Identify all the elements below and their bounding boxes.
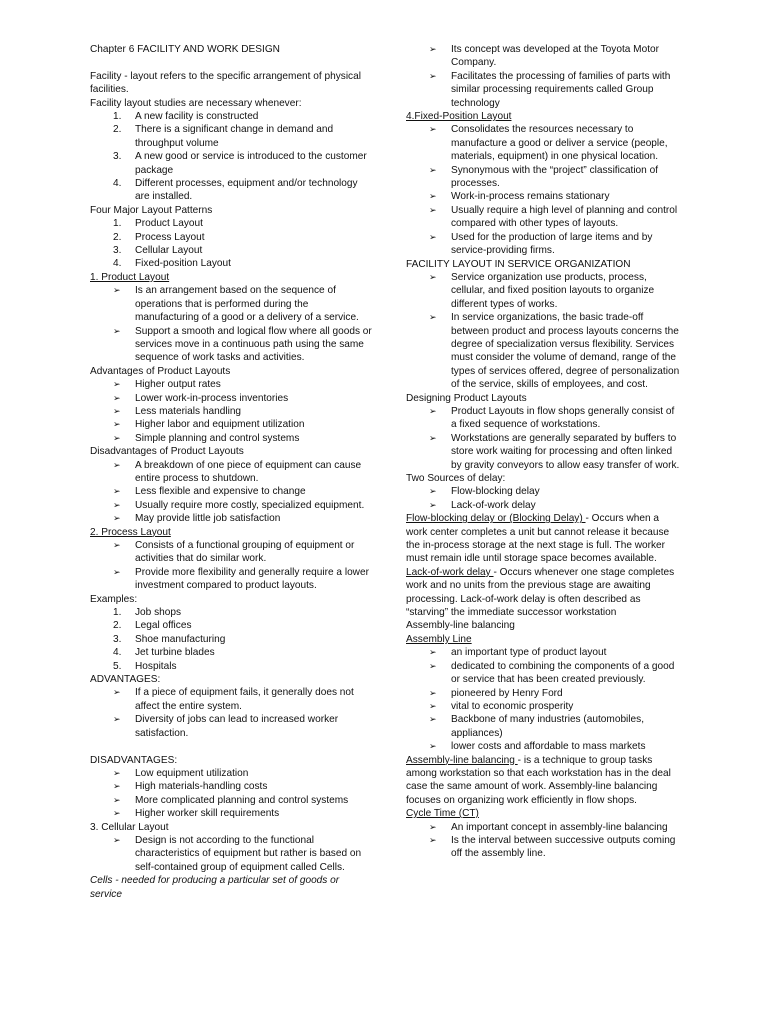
numbered-item: [90, 257, 372, 270]
bullet-item: [90, 512, 372, 525]
item-text: Consolidates the resources necessary to manufacture a good or deliver a service (people, materials, equipment) in one physical location.: [451, 124, 668, 163]
item-text: dedicated to combining the components of a good or service that has been created previously.: [451, 660, 675, 686]
arrow-bullet-icon: ➢: [113, 687, 121, 698]
item-text: Higher worker skill requirements: [135, 808, 280, 820]
arrow-bullet-icon: ➢: [429, 687, 437, 698]
numbered-item: [90, 606, 372, 619]
right-column: [406, 43, 682, 861]
paragraph: Four Major Layout Patterns: [90, 204, 213, 216]
item-text: A breakdown of one piece of equipment can cause entire process to shutdown.: [135, 459, 362, 484]
bullet-item: [90, 284, 372, 324]
bullet-item: [90, 834, 372, 874]
paragraph: FACILITY LAYOUT IN SERVICE ORGANIZATION: [406, 258, 631, 270]
item-text: Fixed-position Layout: [135, 258, 231, 270]
numbered-item: [90, 646, 372, 659]
arrow-bullet-icon: ➢: [429, 700, 437, 711]
numbered-item: [90, 619, 372, 632]
arrow-bullet-icon: ➢: [429, 204, 437, 215]
arrow-bullet-icon: ➢: [113, 392, 121, 403]
paragraph: Advantages of Product Layouts: [90, 365, 231, 377]
bullet-item: [406, 271, 682, 311]
bullet-item: [90, 794, 372, 807]
numbered-item: [90, 150, 372, 177]
item-text: Cellular Layout: [135, 245, 203, 257]
item-text: Usually require more costly, specialized equipment.: [135, 499, 365, 511]
arrow-bullet-icon: ➢: [113, 459, 121, 470]
bullet-item: [90, 780, 372, 793]
item-text: Workstations are generally separated by buffers to store work waiting for processing and often linked by gravity conveyors to allow easy transfer of work.: [451, 432, 680, 471]
paragraph: Facility layout studies are necessary whenever:: [90, 97, 302, 109]
arrow-bullet-icon: ➢: [429, 405, 437, 416]
paragraph: [406, 566, 682, 620]
paragraph: Cells - needed for producing a particular set of goods or service: [90, 875, 340, 900]
arrow-bullet-icon: ➢: [429, 821, 437, 832]
paragraph: Disadvantages of Product Layouts: [90, 446, 244, 458]
item-text: Service organization use products, process, cellular, and fixed position layouts to organize different types of works.: [451, 271, 655, 310]
item-text: A new facility is constructed: [135, 111, 259, 123]
paragraph: Chapter 6 FACILITY AND WORK DESIGN: [90, 44, 280, 55]
paragraph: [406, 754, 682, 808]
item-number: 3.: [113, 245, 122, 257]
arrow-bullet-icon: ➢: [429, 834, 437, 845]
item-text: Support a smooth and logical flow where all goods or services move in a continuous path using the same sequence of work tasks and activities.: [135, 325, 372, 364]
term-heading: Lack-of-work delay: [406, 566, 494, 578]
bullet-item: [406, 311, 682, 391]
arrow-bullet-icon: ➢: [113, 540, 121, 551]
item-number: 4.: [113, 258, 122, 270]
bullet-item: [406, 485, 682, 498]
item-text: vital to economic prosperity: [451, 700, 574, 712]
item-text: Hospitals: [135, 660, 177, 672]
arrow-bullet-icon: ➢: [113, 566, 121, 577]
bullet-item: [406, 70, 682, 110]
item-text: Usually require a high level of planning and control compared with other types of layouts.: [451, 204, 678, 230]
item-number: 2.: [113, 124, 122, 136]
numbered-item: [90, 110, 372, 123]
item-text: Different processes, equipment and/or technology are installed.: [135, 178, 358, 203]
item-number: 5.: [113, 660, 122, 672]
arrow-bullet-icon: ➢: [429, 312, 437, 323]
arrow-bullet-icon: ➢: [429, 647, 437, 658]
bullet-item: [406, 713, 682, 740]
paragraph: 4.Fixed-Position Layout: [406, 111, 512, 123]
paragraph: Assembly-line balancing: [406, 620, 515, 632]
arrow-bullet-icon: ➢: [113, 834, 121, 845]
bullet-item: [406, 700, 682, 713]
term-definition: - is a technique to group tasks among workstation so that each workstation has in the deal case the same amount of work. Assembly-line balancing focuses on organizing work efficiently in flow shops.: [406, 754, 671, 806]
arrow-bullet-icon: ➢: [429, 164, 437, 175]
bullet-item: [406, 687, 682, 700]
bullet-item: [406, 432, 682, 472]
bullet-item: [406, 646, 682, 659]
bullet-item: [406, 204, 682, 231]
item-text: Backbone of many industries (automobiles, appliances): [451, 714, 645, 739]
bullet-item: [90, 686, 372, 713]
item-text: Shoe manufacturing: [135, 633, 226, 645]
arrow-bullet-icon: ➢: [429, 741, 437, 752]
bullet-item: [406, 499, 682, 512]
bullet-item: [406, 405, 682, 432]
bullet-item: [90, 767, 372, 780]
bullet-item: [90, 325, 372, 365]
bullet-item: [406, 123, 682, 163]
item-text: Consists of a functional grouping of equipment or activities that do similar work.: [135, 540, 355, 565]
item-text: Is an arrangement based on the sequence of operations that is performed during the manufacturing of a good or a delivery of a service.: [135, 285, 359, 324]
item-text: An important concept in assembly-line balancing: [451, 821, 668, 833]
numbered-item: [90, 123, 372, 150]
item-number: 1.: [113, 218, 122, 230]
bullet-item: [406, 43, 682, 70]
arrow-bullet-icon: ➢: [429, 124, 437, 135]
item-text: In service organizations, the basic trade-off between product and process layouts concerns the degree of specialization versus flexibility. Services must consider the volume of demand, range of the types of services offered, degree of personalization of the service, skills of employees, and cost.: [451, 312, 680, 391]
paragraph: ADVANTAGES:: [90, 674, 161, 686]
arrow-bullet-icon: ➢: [429, 499, 437, 510]
item-text: Flow-blocking delay: [451, 486, 540, 498]
item-text: an important type of product layout: [451, 647, 607, 659]
item-text: Design is not according to the functional characteristics of equipment but rather is based on self-contained group of equipment called Cells.: [135, 834, 362, 873]
paragraph: 1. Product Layout: [90, 271, 170, 283]
item-text: If a piece of equipment fails, it generally does not affect the entire system.: [135, 687, 354, 712]
item-text: Its concept was developed at the Toyota Motor Company.: [451, 44, 659, 69]
bullet-item: [406, 740, 682, 753]
item-number: 3.: [113, 151, 122, 163]
item-number: 2.: [113, 231, 122, 243]
item-text: More complicated planning and control systems: [135, 794, 349, 806]
item-text: lower costs and affordable to mass markets: [451, 741, 646, 753]
bullet-item: [406, 821, 682, 834]
bullet-item: [90, 432, 372, 445]
bullet-item: [406, 231, 682, 258]
arrow-bullet-icon: ➢: [113, 486, 121, 497]
item-text: Is the interval between successive outputs coming off the assembly line.: [451, 834, 676, 860]
item-text: Higher labor and equipment utilization: [135, 419, 305, 431]
numbered-item: [90, 244, 372, 257]
item-text: There is a significant change in demand and throughput volume: [135, 124, 334, 149]
bullet-item: [90, 807, 372, 820]
bullet-item: [406, 660, 682, 687]
bullet-item: [90, 499, 372, 512]
term-definition: - Occurs whenever one stage completes work and no units from the previous stage are awaiting processing. Lack-of-work delay is often described as “starving” the immediate successor workstation: [406, 566, 675, 619]
left-column: [90, 43, 372, 901]
item-text: May provide little job satisfaction: [135, 513, 281, 525]
item-text: Less materials handling: [135, 405, 242, 417]
item-text: Product Layout: [135, 218, 203, 230]
arrow-bullet-icon: ➢: [113, 513, 121, 524]
blank-line: [90, 56, 372, 69]
item-text: Lower work-in-process inventories: [135, 392, 289, 404]
paragraph: Assembly Line: [406, 633, 472, 645]
paragraph: DISADVANTAGES:: [90, 754, 178, 766]
item-text: Provide more flexibility and generally require a lower investment compared to product layouts.: [135, 566, 369, 592]
bullet-item: [90, 713, 372, 740]
bullet-item: [90, 378, 372, 391]
arrow-bullet-icon: ➢: [113, 419, 121, 430]
item-number: 4.: [113, 647, 122, 659]
paragraph: Designing Product Layouts: [406, 392, 527, 404]
bullet-item: [90, 418, 372, 431]
paragraph: 2. Process Layout: [90, 526, 171, 538]
term-definition: - Occurs when a work center completes a unit but cannot release it because the in-process storage at the next stage is full. The worker must remain idle until storage space becomes available.: [406, 513, 670, 565]
item-text: Facilitates the processing of families of parts with similar processing requirements called Group technology: [451, 70, 671, 109]
item-text: Job shops: [135, 607, 182, 619]
bullet-item: [90, 566, 372, 593]
item-text: Process Layout: [135, 231, 205, 243]
arrow-bullet-icon: ➢: [429, 271, 437, 282]
arrow-bullet-icon: ➢: [113, 714, 121, 725]
arrow-bullet-icon: ➢: [113, 325, 121, 336]
arrow-bullet-icon: ➢: [429, 70, 437, 81]
item-text: High materials-handling costs: [135, 781, 268, 793]
arrow-bullet-icon: ➢: [429, 714, 437, 725]
arrow-bullet-icon: ➢: [429, 231, 437, 242]
numbered-item: [90, 177, 372, 204]
item-number: 4.: [113, 178, 122, 190]
term-heading: Flow-blocking delay or (Blocking Delay): [406, 513, 586, 525]
bullet-item: [406, 164, 682, 191]
item-number: 3.: [113, 633, 122, 645]
item-text: Work-in-process remains stationary: [451, 191, 610, 203]
arrow-bullet-icon: ➢: [113, 432, 121, 443]
numbered-item: [90, 217, 372, 230]
item-text: Product Layouts in flow shops generally consist of a fixed sequence of workstations.: [451, 405, 675, 431]
bullet-item: [90, 405, 372, 418]
item-text: Jet turbine blades: [135, 647, 215, 659]
term-heading: Assembly-line balancing: [406, 754, 518, 766]
item-text: Legal offices: [135, 620, 192, 632]
bullet-item: [90, 539, 372, 566]
numbered-item: [90, 660, 372, 673]
paragraph: [406, 512, 682, 566]
arrow-bullet-icon: ➢: [113, 405, 121, 416]
bullet-item: [90, 392, 372, 405]
item-text: Used for the production of large items and by service-providing firms.: [451, 231, 653, 257]
bullet-item: [90, 459, 372, 486]
paragraph: 3. Cellular Layout: [90, 821, 169, 833]
item-text: Higher output rates: [135, 379, 221, 391]
paragraph: Examples:: [90, 593, 138, 605]
paragraph: Two Sources of delay:: [406, 473, 506, 484]
arrow-bullet-icon: ➢: [429, 432, 437, 443]
arrow-bullet-icon: ➢: [429, 486, 437, 497]
arrow-bullet-icon: ➢: [113, 781, 121, 792]
arrow-bullet-icon: ➢: [113, 808, 121, 819]
arrow-bullet-icon: ➢: [429, 44, 437, 54]
blank-line: [90, 740, 372, 753]
arrow-bullet-icon: ➢: [113, 285, 121, 296]
numbered-item: [90, 633, 372, 646]
arrow-bullet-icon: ➢: [113, 379, 121, 390]
bullet-item: [406, 834, 682, 861]
item-text: Diversity of jobs can lead to increased worker satisfaction.: [135, 714, 339, 739]
item-text: Lack-of-work delay: [451, 499, 536, 511]
item-text: pioneered by Henry Ford: [451, 687, 563, 699]
item-text: Low equipment utilization: [135, 767, 249, 779]
bullet-item: [406, 190, 682, 203]
item-number: 1.: [113, 607, 122, 619]
paragraph: Cycle Time (CT): [406, 808, 479, 820]
arrow-bullet-icon: ➢: [113, 767, 121, 778]
arrow-bullet-icon: ➢: [429, 660, 437, 671]
arrow-bullet-icon: ➢: [113, 794, 121, 805]
item-text: A new good or service is introduced to the customer package: [135, 151, 367, 176]
item-number: 1.: [113, 111, 122, 123]
item-text: Simple planning and control systems: [135, 432, 300, 444]
arrow-bullet-icon: ➢: [113, 499, 121, 510]
arrow-bullet-icon: ➢: [429, 191, 437, 202]
bullet-item: [90, 485, 372, 498]
item-number: 2.: [113, 620, 122, 632]
item-text: Less flexible and expensive to change: [135, 486, 306, 498]
paragraph: Facility - layout refers to the specific arrangement of physical facilities.: [90, 70, 361, 96]
numbered-item: [90, 231, 372, 244]
item-text: Synonymous with the “project” classification of processes.: [451, 164, 659, 190]
